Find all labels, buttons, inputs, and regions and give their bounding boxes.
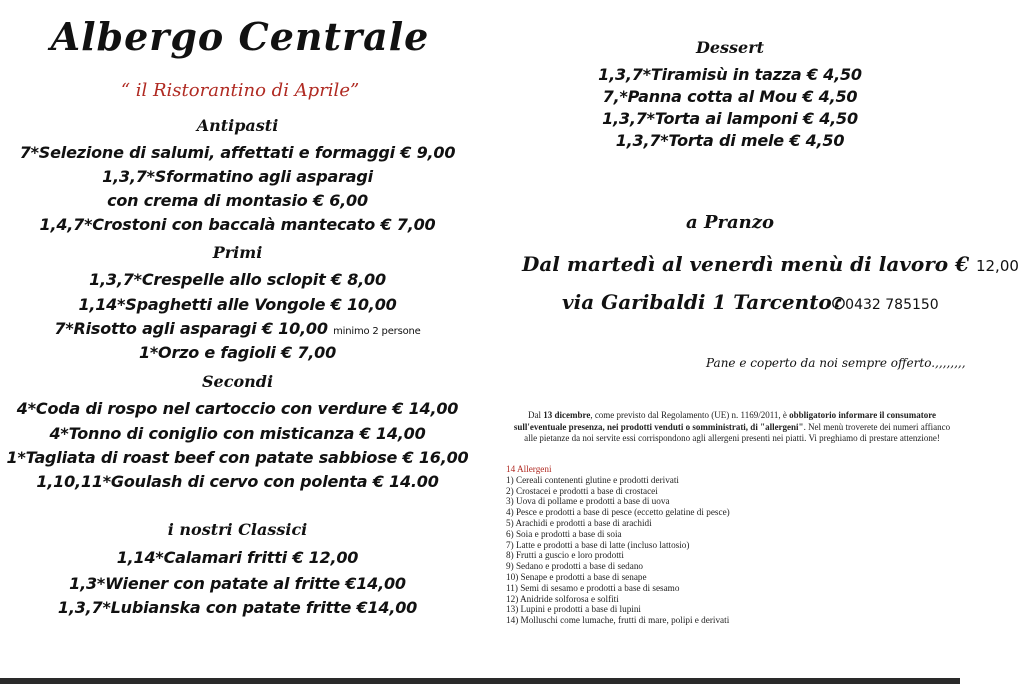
allergen-list-heading: 14 Allergeni	[506, 464, 552, 474]
primi-heading: Primi	[212, 243, 263, 262]
notice-text: . Nel menù troverete dei numeri affianco alle pietanze da noi servite essi corrispondono agli allergeni presenti nei piatti. Vi preghiamo di prestare attenzione!	[524, 421, 951, 443]
bottom-divider	[0, 678, 960, 684]
risotto-min-note: minimo 2 persone	[333, 326, 421, 337]
allergen-list	[506, 464, 956, 626]
address-line	[562, 290, 939, 314]
allergen-item: 6) Soia e prodotti a base di soia	[506, 528, 622, 539]
secondi-item: 4*Coda di rospo nel cartoccio con verdure € 14,00	[16, 399, 459, 418]
primi-item: 1*Orzo e fagioli € 7,00	[138, 343, 337, 362]
classici-item: 1,3,7*Lubianska con patate fritte €14,00	[57, 598, 418, 617]
allergen-item: 3) Uova di pollame e prodotti a base di uova	[506, 496, 670, 507]
notice-bold: obbligatorio informare il consumatore sull'eventuale presenza, nei prodotti venduti o somministrati, di "allergeni"	[513, 410, 937, 432]
allergen-notice	[508, 410, 956, 445]
dessert-item: 1,3,7*Tiramisù in tazza € 4,50	[598, 65, 862, 84]
allergen-item: 1) Cereali contenenti glutine e prodotti derivati	[506, 474, 679, 485]
allergen-item: 7) Latte e prodotti a base di latte (incluso lattosio)	[506, 539, 690, 550]
phone-icon: ✆	[831, 294, 846, 313]
allergen-item: 11) Semi di sesamo e prodotti a base di sesamo	[506, 582, 680, 593]
notice-text: , come previsto dal Regolamento (UE) n. 1169/2011, è	[590, 410, 790, 420]
allergen-item: 2) Crostacei e prodotti a base di crostacei	[506, 485, 658, 496]
primi-item-risotto	[0, 319, 475, 338]
classici-item: 1,14*Calamari fritti € 12,00	[116, 548, 359, 567]
risotto-line: 7*Risotto agli asparagi € 10,00	[54, 319, 328, 338]
restaurant-title: Albergo Centrale	[50, 14, 430, 59]
antipasti-item: con crema di montasio € 6,00	[107, 191, 368, 210]
dessert-item: 1,3,7*Torta di mele € 4,50	[615, 131, 845, 150]
antipasti-item: 1,3,7*Sformatino agli asparagi	[102, 167, 373, 186]
antipasti-item: 7*Selezione di salumi, affettati e formaggi € 9,00	[19, 143, 456, 162]
allergen-item: 12) Anidride solforosa e solfiti	[506, 593, 619, 604]
secondi-item: 4*Tonno di coniglio con misticanza € 14,00	[49, 424, 426, 443]
lunch-heading: a Pranzo	[686, 212, 774, 233]
allergen-item: 9) Sedano e prodotti a base di sedano	[506, 561, 644, 572]
address: via Garibaldi 1 Tarcento	[562, 290, 832, 314]
allergen-item: 4) Pesce e prodotti a base di pesce (eccetto gelatine di pesce)	[506, 507, 730, 518]
secondi-item: 1*Tagliata di roast beef con patate sabbiose € 16,00	[6, 448, 469, 467]
notice-date: 13 dicembre	[543, 410, 591, 420]
restaurant-subtitle: “ il Ristorantino di Aprile”	[120, 80, 360, 101]
allergen-item: 5) Arachidi e prodotti a base di arachidi	[506, 517, 652, 528]
allergen-item: 14) Molluschi come lumache, frutti di mare, polipi e derivati	[506, 615, 730, 626]
primi-item: 1,14*Spaghetti alle Vongole € 10,00	[78, 295, 397, 314]
dessert-heading: Dessert	[695, 38, 765, 57]
allergen-item: 10) Senape e prodotti a base di senape	[506, 571, 647, 582]
classici-item: 1,3*Wiener con patate al fritte €14,00	[69, 574, 406, 593]
secondi-heading: Secondi	[201, 372, 274, 391]
allergen-item: 13) Lupini e prodotti a base di lupini	[506, 604, 641, 615]
antipasti-heading: Antipasti	[196, 116, 279, 135]
antipasti-item: 1,4,7*Crostoni con baccalà mantecato € 7,00	[39, 215, 436, 234]
classici-heading: i nostri Classici	[167, 520, 308, 539]
dessert-item: 7,*Panna cotta al Mou € 4,50	[602, 87, 858, 106]
cover-note: Pane e coperto da noi sempre offerto.,,,,,,,,	[706, 356, 966, 370]
allergen-item: 8) Frutti a guscio e loro prodotti	[506, 550, 624, 561]
notice-text: Dal	[527, 410, 544, 420]
secondi-item: 1,10,11*Goulash di cervo con polenta € 14.00	[36, 472, 439, 491]
dessert-item: 1,3,7*Torta ai lamponi € 4,50	[602, 109, 858, 128]
primi-item: 1,3,7*Crespelle allo sclopit € 8,00	[89, 270, 386, 289]
lunch-offer-line	[522, 252, 1019, 276]
lunch-offer-price: 12,00	[975, 257, 1019, 275]
phone-number: 0432 785150	[845, 297, 939, 313]
lunch-offer: Dal martedì al venerdì menù di lavoro €	[522, 252, 969, 276]
